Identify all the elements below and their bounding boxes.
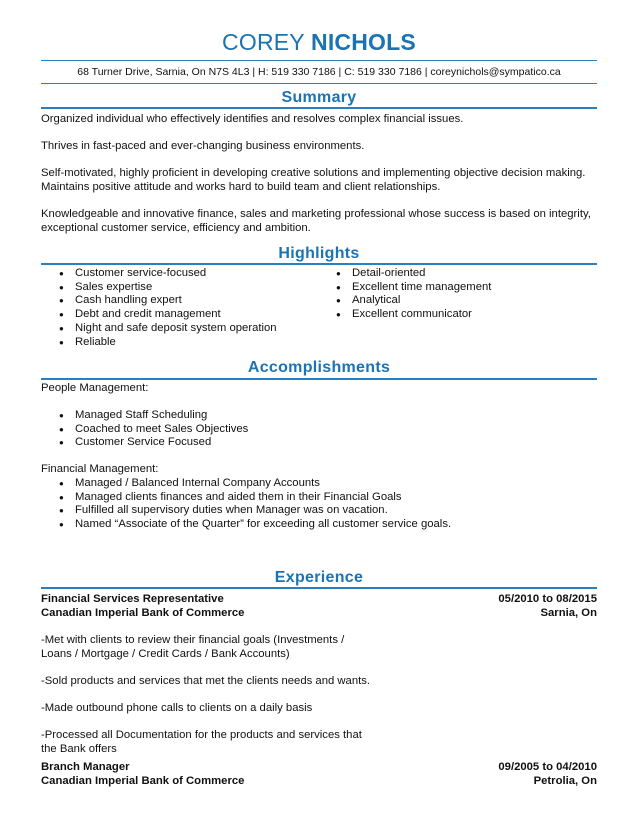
- accomplishments-heading: Accomplishments: [247, 359, 391, 376]
- job-duty: -Met with clients to review their financial goals (Investments / Loans / Mortgage / Credit Cards / Bank Accounts): [41, 634, 345, 660]
- list-item: ● Customer Service Focused: [41, 436, 597, 450]
- list-item: ● Coached to meet Sales Objectives: [41, 423, 597, 437]
- list-item: ● Managed / Balanced Internal Company Accounts: [41, 477, 597, 491]
- summary-rule: [41, 107, 597, 109]
- summary-paragraph-3: Self-motivated, highly proficient in developing creative solutions and implementing objective decision making. Maintains positive attitude and works hard to build team and client relationships.: [41, 167, 586, 193]
- people-management-label: People Management:: [41, 382, 149, 394]
- list-item: ● Sales expertise: [41, 281, 331, 295]
- financial-management-list: [41, 477, 597, 532]
- financial-management-label: Financial Management:: [41, 463, 159, 475]
- header-rule-top: [41, 60, 597, 61]
- contact-info: 68 Turner Drive, Sarnia, On N7S 4L3 | H: 519 330 7186 | C: 519 330 7186 | coreynichols@sympatico.ca: [77, 66, 561, 78]
- list-item: ● Analytical: [318, 294, 597, 308]
- summary-paragraph-2: Thrives in fast-paced and ever-changing business environments.: [41, 140, 365, 152]
- list-item: ● Fulfilled all supervisory duties when Manager was on vacation.: [41, 504, 597, 518]
- highlights-rule: [41, 263, 597, 265]
- list-item: ● Excellent communicator: [318, 308, 597, 322]
- list-item: ● Cash handling expert: [41, 294, 331, 308]
- job-dates: 05/2010 to 08/2015: [498, 593, 597, 605]
- summary-heading: Summary: [281, 89, 357, 106]
- last-name: NICHOLS: [311, 29, 416, 55]
- job-duty: -Sold products and services that met the clients needs and wants.: [41, 675, 371, 687]
- job-duty: -Made outbound phone calls to clients on a daily basis: [41, 702, 313, 714]
- job-company: Canadian Imperial Bank of Commerce: [41, 775, 245, 787]
- job-location: Petrolia, On: [533, 775, 597, 787]
- job-dates: 09/2005 to 04/2010: [498, 761, 597, 773]
- list-item: ● Detail-oriented: [318, 267, 597, 281]
- list-item: ● Excellent time management: [318, 281, 597, 295]
- highlights-right-list: [318, 267, 597, 322]
- candidate-name: [41, 29, 597, 56]
- list-item: ● Managed Staff Scheduling: [41, 409, 597, 423]
- experience-heading: Experience: [274, 569, 364, 586]
- job-title: Branch Manager: [41, 761, 130, 773]
- list-item: ● Night and safe deposit system operation: [41, 322, 331, 336]
- experience-rule: [41, 587, 597, 589]
- first-name: COREY: [222, 29, 305, 55]
- summary-paragraph-1: Organized individual who effectively identifies and resolves complex financial issues.: [41, 113, 464, 125]
- list-item: ● Reliable: [41, 336, 331, 350]
- job-location: Sarnia, On: [540, 607, 597, 619]
- list-item: ● Named “Associate of the Quarter” for exceeding all customer service goals.: [41, 518, 597, 532]
- list-item: ● Customer service-focused: [41, 267, 331, 281]
- job-title: Financial Services Representative: [41, 593, 224, 605]
- accomplishments-rule: [41, 378, 597, 380]
- job-company: Canadian Imperial Bank of Commerce: [41, 607, 245, 619]
- highlights-left-list: [41, 267, 331, 349]
- summary-paragraph-4: Knowledgeable and innovative finance, sales and marketing professional whose success is based on integrity, exceptional customer service, efficiency and ambition.: [41, 208, 591, 234]
- job-duty: -Processed all Documentation for the products and services that the Bank offers: [41, 729, 362, 755]
- highlights-heading: Highlights: [278, 245, 360, 262]
- list-item: ● Debt and credit management: [41, 308, 331, 322]
- header-rule-bottom: [41, 83, 597, 84]
- list-item: ● Managed clients finances and aided them in their Financial Goals: [41, 491, 597, 505]
- people-management-list: [41, 409, 597, 450]
